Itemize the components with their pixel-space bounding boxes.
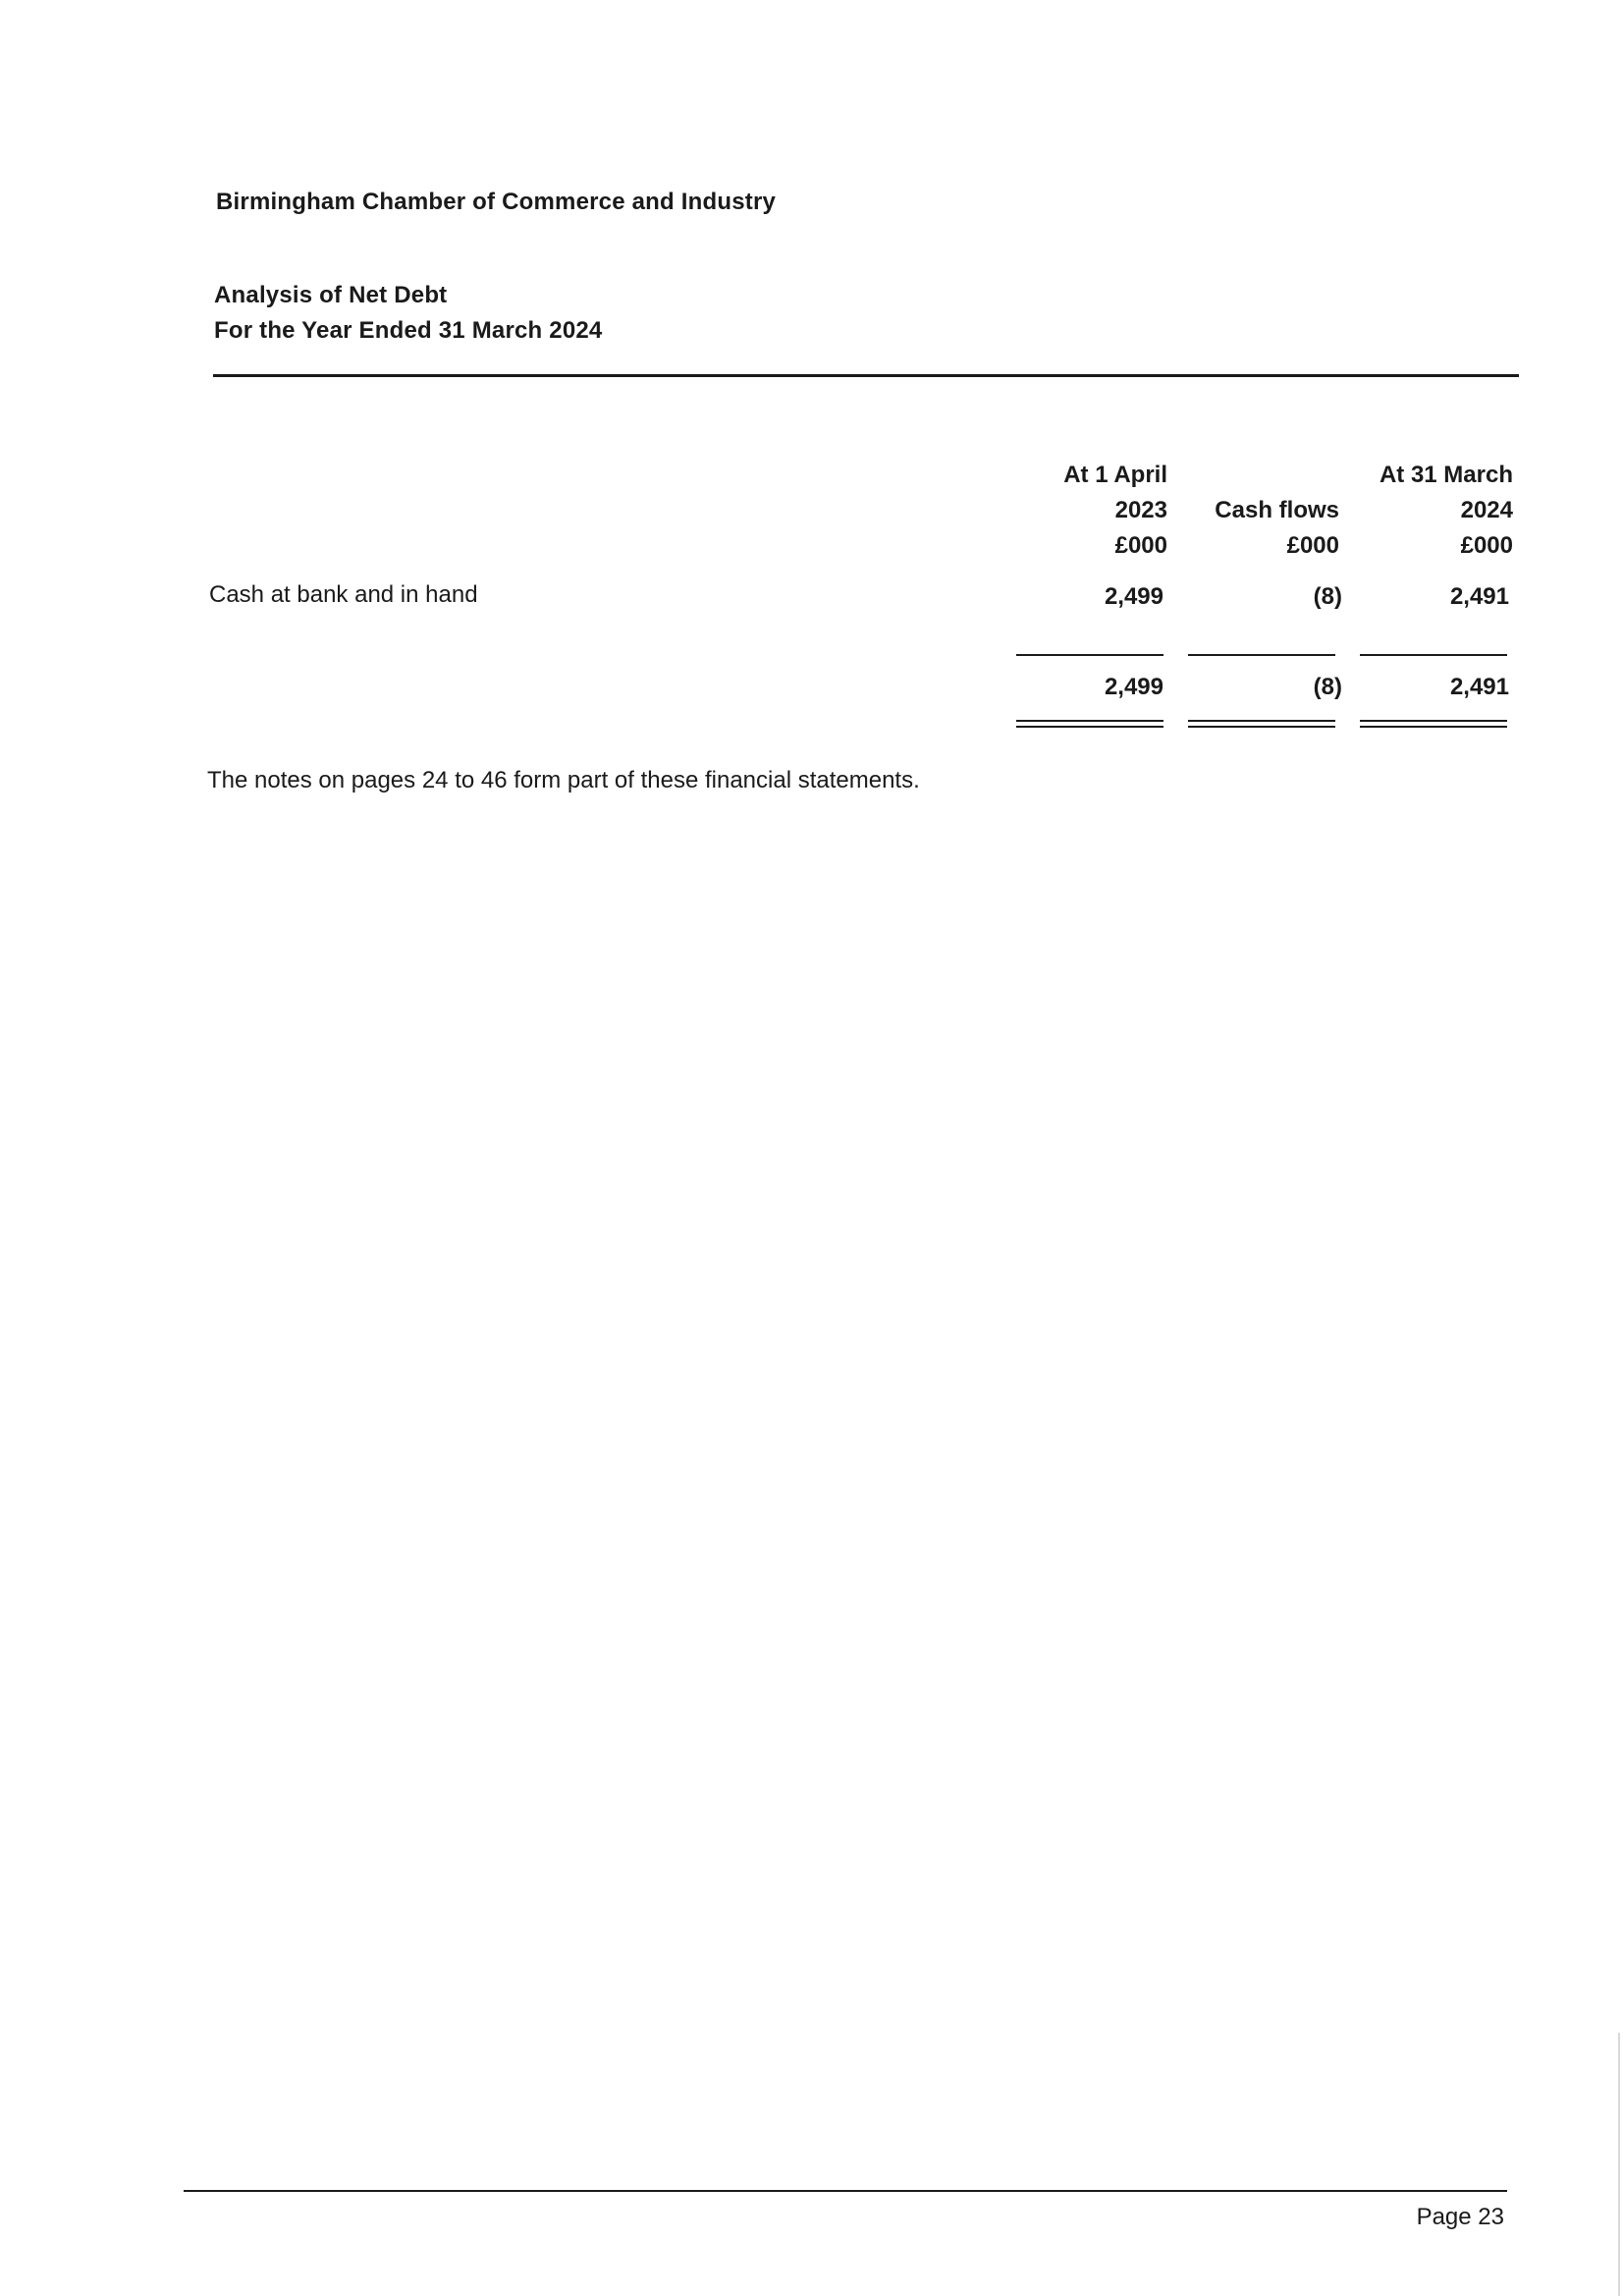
total-double-rule xyxy=(1188,720,1335,728)
column-header-line1: At 31 March xyxy=(1379,462,1513,488)
column-header-opening xyxy=(1063,458,1167,564)
column-header-unit: £000 xyxy=(1460,532,1513,559)
column-header-closing xyxy=(1380,458,1513,564)
title-line-2: For the Year Ended 31 March 2024 xyxy=(214,317,603,344)
organisation-name: Birmingham Chamber of Commerce and Industry xyxy=(216,189,777,215)
subtotal-rule xyxy=(1016,654,1163,656)
column-header-line2: 2024 xyxy=(1460,497,1513,523)
column-header-line1: At 1 April xyxy=(1063,462,1167,488)
title-line-1: Analysis of Net Debt xyxy=(214,282,448,308)
column-header-unit: £000 xyxy=(1286,532,1339,559)
notes-statement: The notes on pages 24 to 46 form part of these financial statements. xyxy=(207,767,920,793)
total-double-rule xyxy=(1016,720,1163,728)
cash-opening-value: 2,499 xyxy=(1104,583,1163,610)
cash-closing-value: 2,491 xyxy=(1449,583,1509,610)
subtotal-rule xyxy=(1188,654,1335,656)
column-header-cash-flows xyxy=(1215,493,1339,564)
page-number: Page 23 xyxy=(1416,2204,1504,2230)
footer-rule xyxy=(184,2190,1507,2192)
total-cash-flows-value: (8) xyxy=(1313,674,1342,700)
column-header-line2: 2023 xyxy=(1114,497,1167,523)
subtotal-rule xyxy=(1360,654,1507,656)
column-header-unit: £000 xyxy=(1114,532,1167,559)
total-opening-value: 2,499 xyxy=(1104,674,1163,700)
total-double-rule xyxy=(1360,720,1507,728)
row-label-cash: Cash at bank and in hand xyxy=(209,581,478,608)
column-header-line1: Cash flows xyxy=(1215,497,1339,523)
cash-flows-value: (8) xyxy=(1313,583,1342,610)
document-title xyxy=(214,278,602,349)
header-rule xyxy=(213,374,1519,377)
total-closing-value: 2,491 xyxy=(1449,674,1509,700)
scan-edge-mark xyxy=(1618,2033,1620,2296)
